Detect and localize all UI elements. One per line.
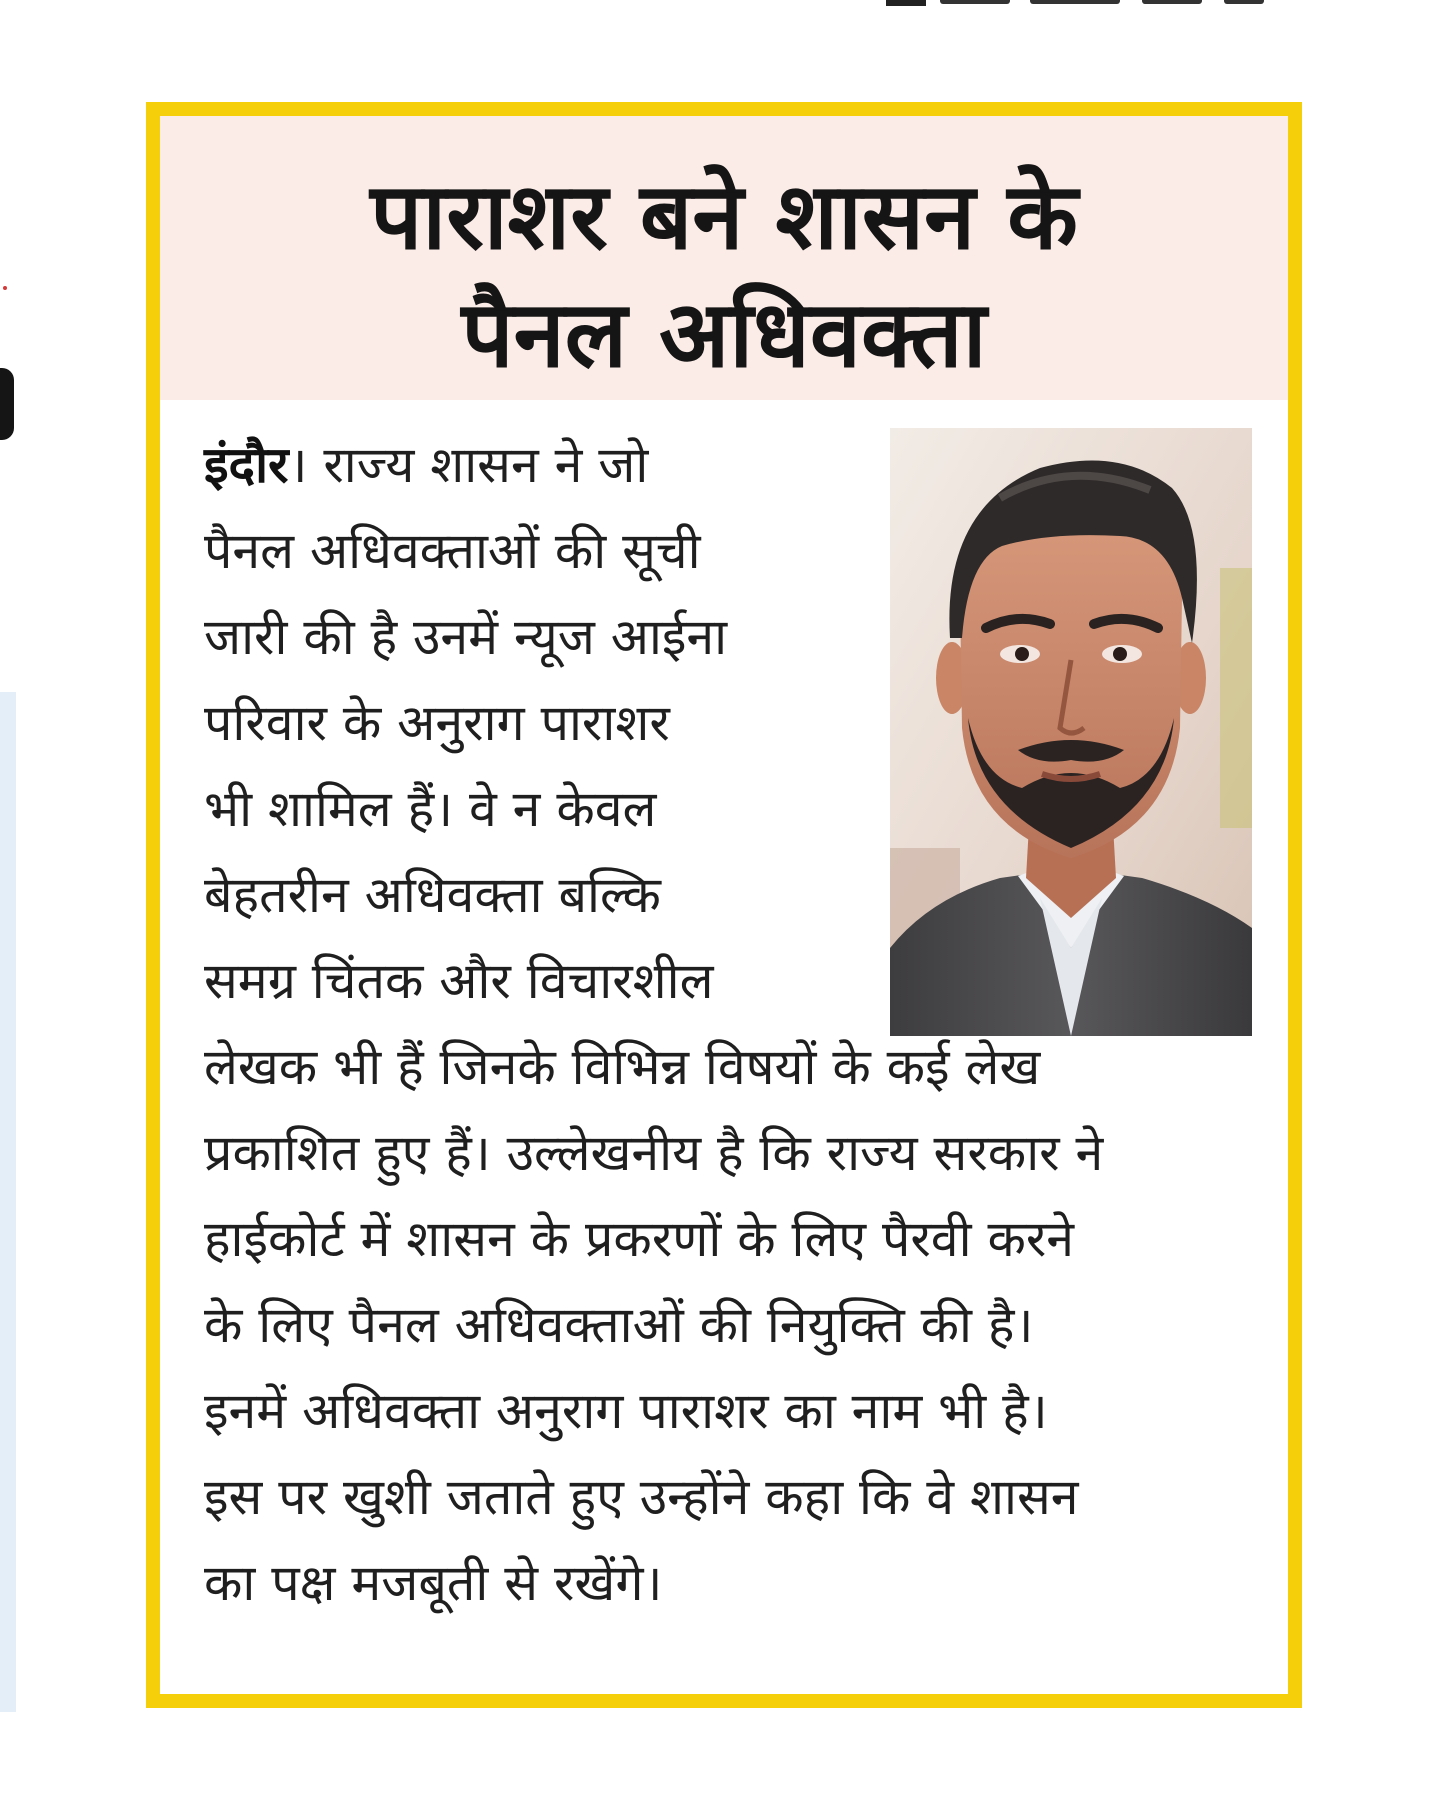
headline-line: पाराशर बने शासन के [370,163,1078,270]
body-line: इनमें अधिवक्ता अनुराग पाराशर का नाम भी है। [204,1382,1048,1440]
adjacent-glyph-fragment [0,368,14,440]
news-clipping [146,102,1302,1708]
body-line: इस पर खुशी जताते हुए उन्होंने कहा कि वे शासन [204,1468,1079,1526]
adjacent-clipping-fragment [880,0,1300,14]
body-line: जारी की है उनमें न्यूज आईना [204,608,728,666]
fragment-rule [886,0,926,6]
adjacent-column-strip [0,692,16,1712]
body-line: का पक्ष मजबूती से रखेंगे। [204,1554,663,1612]
fragment-ink [1030,0,1120,4]
fragment-ink [940,0,1010,4]
body-line: पैनल अधिवक्ताओं की सूची [204,522,701,580]
headline-band [160,116,1288,400]
body-line [204,422,1268,508]
body-line: समग्र चिंतक और विचारशील [204,952,714,1010]
article-body [204,422,1268,1626]
body-line-text: । राज्य शासन ने जो [288,436,649,494]
fragment-ink [1142,0,1202,4]
body-line: हाईकोर्ट में शासन के प्रकरणों के लिए पैरवी करने [204,1210,1075,1268]
dateline: इंदौर [204,436,289,494]
body-line: परिवार के अनुराग पाराशर [204,694,670,752]
body-line: बेहतरीन अधिवक्ता बल्कि [204,866,661,924]
headline-line: पैनल अधिवक्ता [461,281,987,388]
body-line: लेखक भी हैं जिनके विभिन्न विषयों के कई लेख [204,1038,1041,1096]
fragment-ink [1224,0,1264,4]
body-line: प्रकाशित हुए हैं। उल्लेखनीय है कि राज्य सरकार ने [204,1124,1104,1182]
margin-dot [3,286,7,290]
body-line: भी शामिल हैं। वे न केवल [204,780,657,838]
body-line: के लिए पैनल अधिवक्ताओं की नियुक्ति की है। [204,1296,1034,1354]
headline [160,158,1288,394]
